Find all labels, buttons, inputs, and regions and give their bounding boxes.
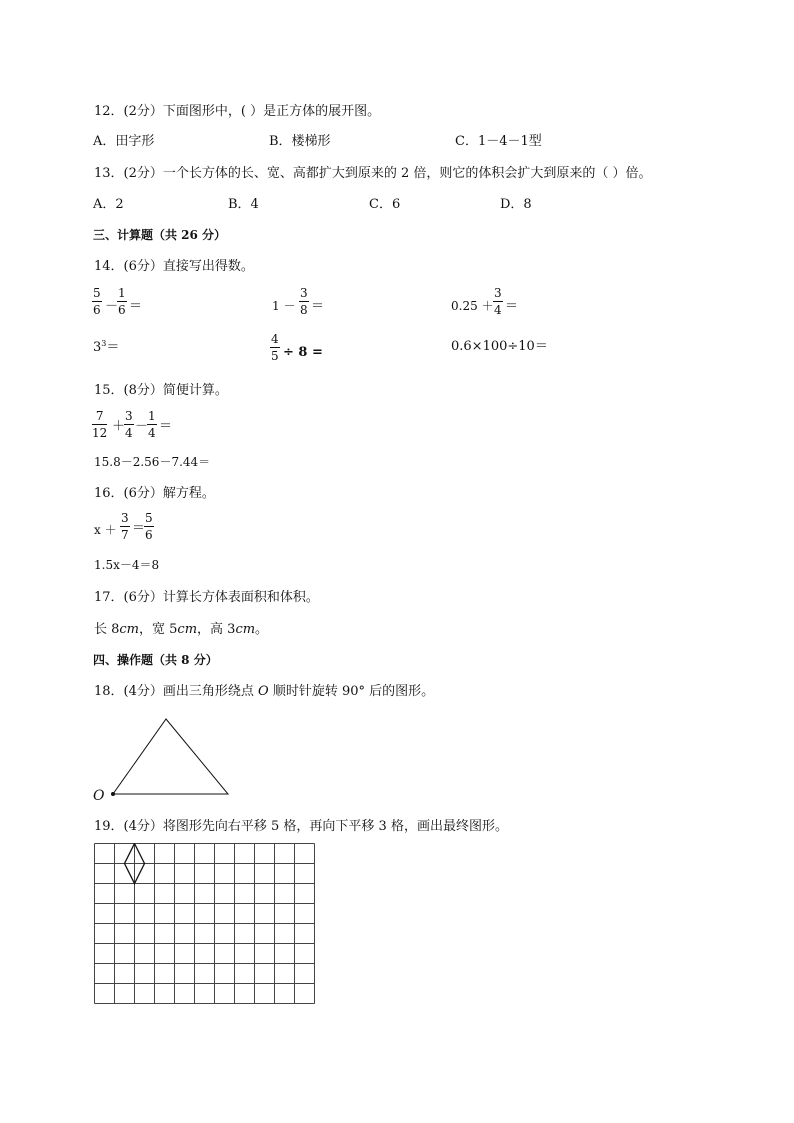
q13-option-b: B．4: [228, 197, 259, 212]
q16-e1-frac1: 3 7: [121, 511, 129, 542]
q14-e4-power: $3^3=$: [93, 339, 120, 355]
q16-e1-equals: ＝: [132, 521, 146, 536]
q14-e3-prefix: 0.25 ＋: [451, 299, 494, 313]
q19-stem: 19．(4分）将图形先向右平移 5 格，再向下平移 3 格，画出最终图形。: [94, 819, 508, 834]
triangle-shape: [113, 719, 228, 794]
q14-e2-frac: 3 8: [300, 286, 308, 317]
q12-option-a: A．田字形: [93, 134, 155, 149]
q13-stem: 13．(2分）一个长方体的长、宽、高都扩大到原来的 2 倍，则它的体积会扩大到原来的（ ）倍。: [94, 166, 652, 181]
q14-e1-operator: －: [105, 299, 119, 314]
q15-e1-frac3: 1 4: [148, 409, 156, 440]
grid-lines: [95, 844, 315, 1004]
q14-e2-equals: ＝: [311, 299, 325, 314]
q16-e2: 1.5x－4＝8: [94, 558, 160, 572]
q13-option-c: C．6: [369, 197, 401, 212]
q14-e2-prefix: 1 －: [272, 299, 296, 313]
q15-e1-equals: ＝: [159, 419, 173, 434]
q15-e1-frac2: 3 4: [125, 409, 133, 440]
q17-stem: 17．(6分）计算长方体表面积和体积。: [94, 590, 319, 605]
q16-e1-prefix: x ＋: [94, 523, 117, 537]
q16-stem: 16．(6分）解方程。: [94, 486, 215, 501]
q14-e1-equals: ＝: [129, 299, 143, 314]
q13-option-d: D．8: [500, 197, 532, 212]
q16-e1-frac2: 5 6: [145, 511, 153, 542]
q14-e6: 0.6×100÷10＝: [451, 339, 548, 354]
q14-e5-suffix: ÷ 8 =: [283, 345, 323, 360]
q12-stem: 12．(2分）下面图形中，( ）是正方体的展开图。: [94, 104, 381, 119]
q15-e1-op1: ＋: [112, 419, 126, 434]
q12-option-b: B．楼梯形: [269, 134, 331, 149]
q14-e1-frac2: 1 6: [118, 286, 126, 317]
q14-e1-frac1: 5 6: [93, 286, 101, 317]
q14-e5-frac: 4 5: [271, 332, 279, 363]
q14-e3-equals: ＝: [505, 299, 519, 314]
q17-dimensions: 长 8cm，宽 5cm，高 3cm。: [94, 622, 269, 637]
q14-stem: 14．(6分）直接写出得数。: [94, 259, 254, 274]
q15-e1-frac1: 7 12: [92, 409, 108, 440]
q15-e1-op2: －: [135, 419, 149, 434]
q14-e3-frac: 3 4: [494, 286, 502, 317]
q15-stem: 15．(8分）简便计算。: [94, 383, 228, 398]
point-o-dot: [111, 792, 115, 796]
section-4-heading: 四、操作题（共 8 分）: [93, 653, 218, 667]
q19-grid-figure: [94, 843, 316, 1005]
q12-option-c: C．1－4－1型: [455, 134, 542, 149]
q15-e2: 15.8－2.56－7.44＝: [94, 455, 211, 469]
section-3-heading: 三、计算题（共 26 分）: [93, 228, 227, 242]
q18-point-label: O: [93, 788, 105, 804]
q18-stem: 18．(4分）画出三角形绕点 O 顺时针旋转 90° 后的图形。: [94, 684, 435, 699]
q13-option-a: A．2: [93, 197, 124, 212]
